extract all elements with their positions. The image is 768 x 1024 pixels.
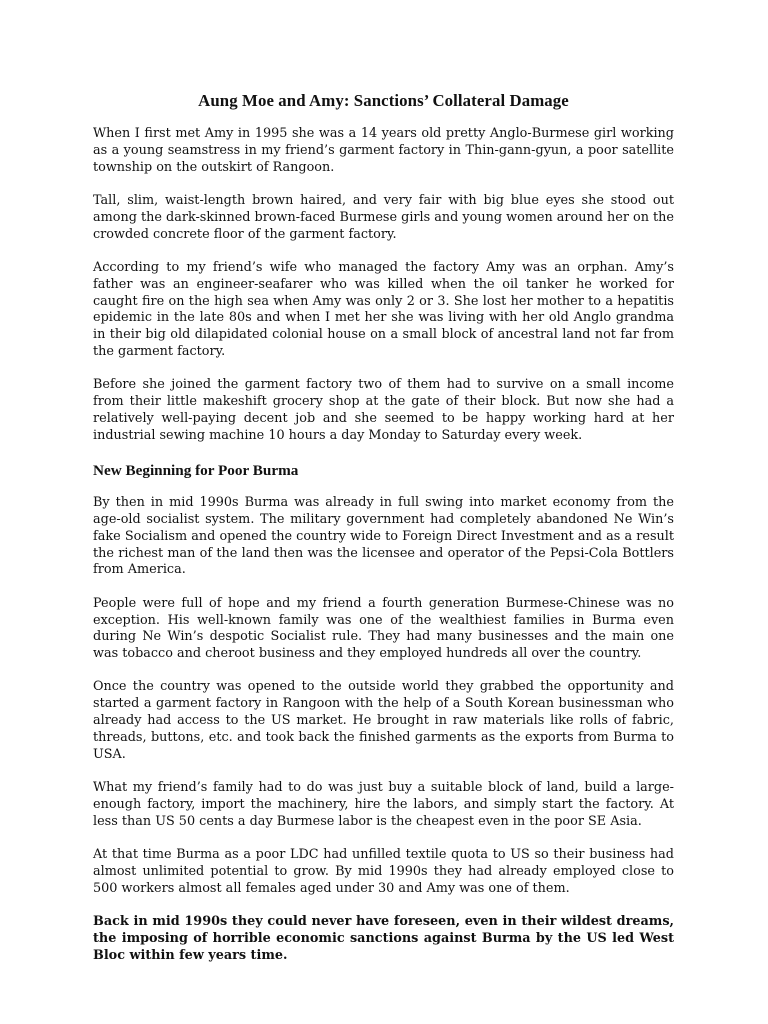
paragraph: According to my friend’s wife who managed the factory Amy was an orphan. Amy’s father was an engineer-seafarer who was killed when the oil tanker he worked for caught fire on the high sea when Amy was only 2 or 3. She lost her mother to a hepatitis epidemic in the late 80s and when I met her she was living with her old Anglo grandma in their big old dilapidated colonial house on a small block of ancestral land not far from the garment factory. bbox=[93, 259, 674, 359]
paragraph: People were full of hope and my friend a fourth generation Burmese-Chinese was no exception. His well-known family was one of the wealthiest families in Burma even during Ne Win’s despotic Socialist rule. They had many businesses and the main one was tobacco and cheroot business and they employed hundreds all over the country. bbox=[93, 595, 674, 662]
paragraph: Before she joined the garment factory two of them had to survive on a small income from their little makeshift grocery shop at the gate of their block. But now she had a relatively well-paying decent job and she seemed to be happy working hard at her industrial sewing machine 10 hours a day Monday to Saturday every week. bbox=[93, 377, 674, 443]
paragraph: At that time Burma as a poor LDC had unfilled textile quota to US so their business had almost unlimited potential to grow. By mid 1990s they had already employed close to 500 workers almost all females aged under 30 and Amy was one of them. bbox=[93, 847, 674, 896]
paragraph: By then in mid 1990s Burma was already in full swing into market economy from the age-old socialist system. The military government had completely abandoned Ne Win’s fake Socialism and opened the country wide to Foreign Direct Investment and as a result the richest man of the land then was the licensee and operator of the Pepsi-Cola Bottlers from America. bbox=[93, 495, 674, 578]
paragraph: When I first met Amy in 1995 she was a 14 years old pretty Anglo-Burmese girl working as a young seamstress in my friend’s garment factory in Thin-gann-gyun, a poor satellite township on the outskirt of Rangoon. bbox=[93, 126, 674, 175]
paragraph: Tall, slim, waist-length brown haired, and very fair with big blue eyes she stood out among the dark-skinned brown-faced Burmese girls and young women around her on the crowded concrete floor of the garment factory. bbox=[93, 192, 674, 242]
document-body bbox=[93, 90, 674, 964]
paragraph: Once the country was opened to the outside world they grabbed the opportunity and started a garment factory in Rangoon with the help of a South Korean businessman who already had access to the US market. He brought in raw materials like rolls of fabric, threads, buttons, etc. and took back the finished garments as the exports from Burma to USA. bbox=[93, 679, 674, 762]
document-title: Aung Moe and Amy: Sanctions’ Collateral Damage bbox=[198, 91, 569, 110]
bold-paragraph: Back in mid 1990s they could never have foreseen, even in their wildest dreams, the imposing of horrible economic sanctions against Burma by the US led West Bloc within few years time. bbox=[93, 914, 674, 963]
paragraph: What my friend’s family had to do was just buy a suitable block of land, build a large-enough factory, import the machinery, hire the labors, and simply start the factory. At less than US 50 cents a day Burmese labor is the cheapest even in the poor SE Asia. bbox=[93, 780, 674, 829]
section-heading: New Beginning for Poor Burma bbox=[93, 462, 299, 480]
